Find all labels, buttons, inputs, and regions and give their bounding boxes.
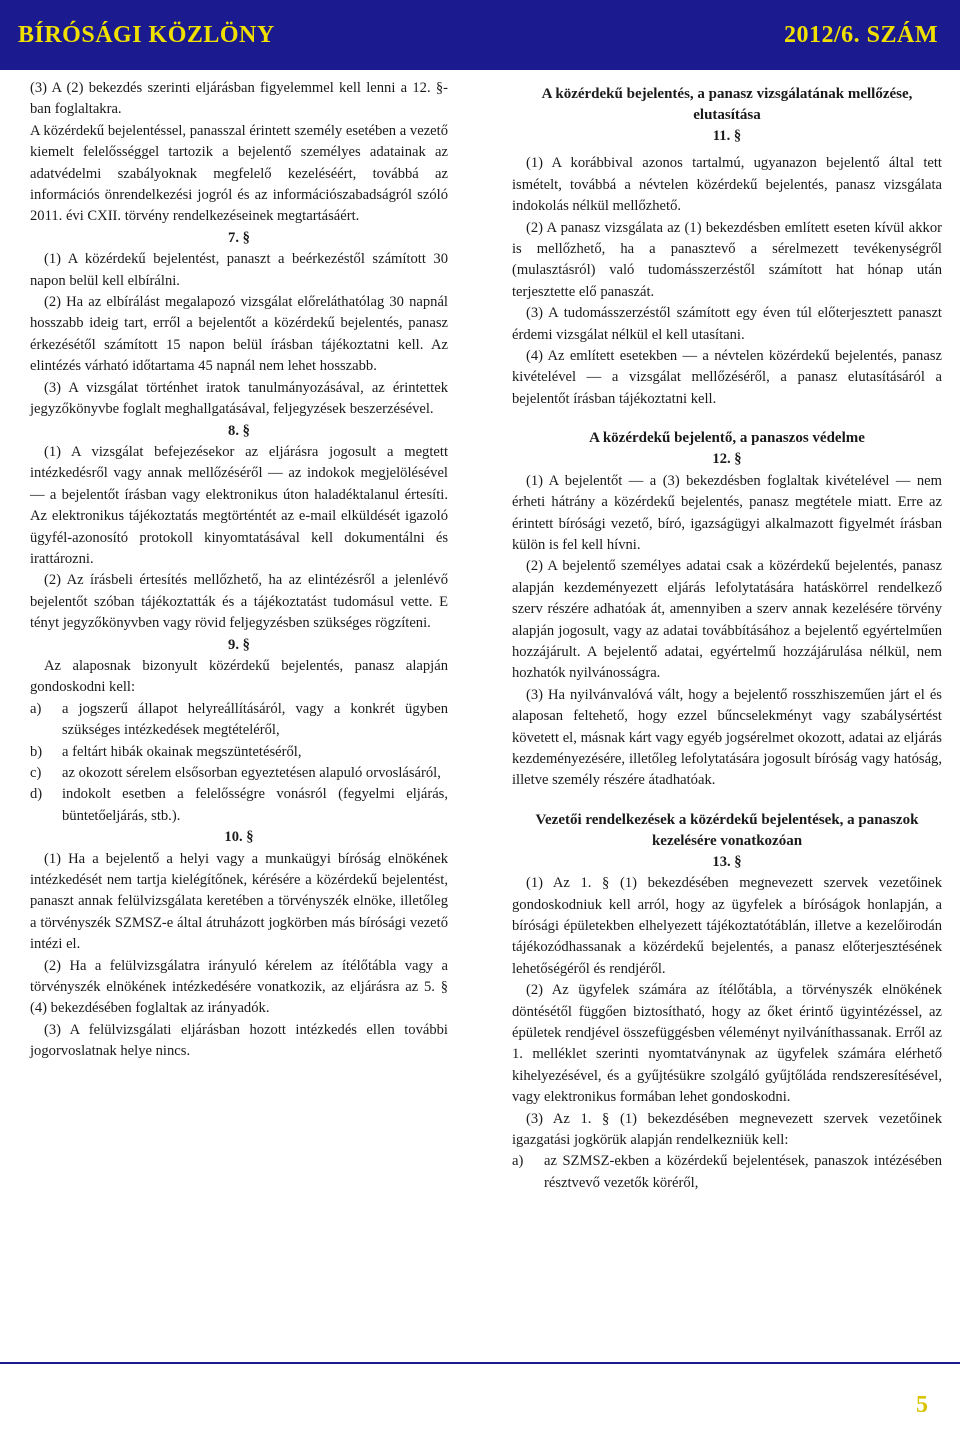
list-text: az SZMSZ-ekben a közérdekű bejelentések, panaszok intézésében résztvevő vezetők köréről, xyxy=(544,1153,942,1191)
right-column xyxy=(512,78,942,1194)
paragraph: (2) Az ügyfelek számára az ítélőtábla, a törvényszék elnökének döntésétől függően biztosítható, hogy az őket érintő ügyintézéssel, az épületek rendjével összefüggésben véleményt nyilváníthassanak. Erről az 1. melléklet szerinti nyomtatványnak az ügyfelek számára elérhető kihelyezésével, és a gyűjtésükre szolgáló gyűjtőláda rendszeresítésével, vagy elektronikus formában lehet gondoskodni. xyxy=(512,982,942,1106)
list-text: az okozott sérelem elsősorban egyeztetésen alapuló orvoslásáról, xyxy=(62,765,441,781)
section-heading: A közérdekű bejelentés, a panasz vizsgálatának mellőzése, elutasítása xyxy=(541,86,913,123)
list-label: d) xyxy=(30,786,43,803)
paragraph: (4) Az említett esetekben — a névtelen közérdekű bejelentés, panasz kivételével — a vizsgálat mellőzéséről, a panasz elutasításáról a bejelentőt írásban tájékoztatni kell. xyxy=(512,348,942,407)
paragraph: (2) A panasz vizsgálata az (1) bekezdésben említett eseten kívül akkor is mellőzhető, ha a panasztevő a sérelmezett tevékenységről (mulasztásról) való tudomásszerzéstől számított hat hónap után terjesztette elő panaszát. xyxy=(512,219,942,300)
paragraph: (1) A vizsgálat befejezésekor az eljárásra jogosult a megtett intézkedésről vagy annak mellőzéséről — az indokok megjelölésével — a bejelentőt írásban vagy elektronikus úton haladéktalanul értesíti. Az elektronikus tájékoztatás megtörténtét az e-mail elküldését igazoló ügyfél-azonosító protokoll kinyomtatásával kell dokumentálni és irattározni. xyxy=(30,443,448,567)
list-item xyxy=(30,784,448,827)
section-number: 11. § xyxy=(712,128,742,144)
list-item xyxy=(30,742,448,763)
publication-title: BÍRÓSÁGI KÖZLÖNY xyxy=(18,21,275,48)
paragraph: (3) Ha nyilvánvalóvá vált, hogy a bejelentő rosszhiszeműen járt el és alaposan feltehető, hogy ezzel bűncselekményt vagy szabálysértést követett el, másnak kárt vagy egyéb jogsérelmet okozott, adatai az eljárás kezdeményezésére, illetőleg lefolytatására jogosult bíróság vagy hatóság, illetve személy részére átadhatóak. xyxy=(512,686,942,789)
paragraph: (2) Az írásbeli értesítés mellőzhető, ha az elintézésről a jelenlévő bejelentőt szóban tájékoztatták és a tájékoztatást tudomásul vette. E tényt jegyzőkönyvben vagy rövid feljegyzésben szükséges rögzíteni. xyxy=(30,572,448,632)
list-label: a) xyxy=(30,700,42,717)
paragraph: Az alaposnak bizonyult közérdekű bejelentés, panasz alapján gondoskodni kell: xyxy=(30,657,448,696)
section-heading: Vezetői rendelkezések a közérdekű bejelentések, a panaszok kezelésére vonatkozóan xyxy=(535,811,919,849)
issue-number: 2012/6. SZÁM xyxy=(783,21,938,48)
paragraph: A közérdekű bejelentéssel, panasszal érintett személy esetében a vezető kiemelt felelősséggel tartozik a bejelentő személyes adatainak az adatvédelmi szabályoknak megfelelő kezeléséért, továbbá az információs önrendelkezési jogról és az információszabadságról szóló 2011. évi CXII. törvény rendelkezéseinek megtartásáért. xyxy=(30,122,448,225)
list-item xyxy=(30,699,448,742)
section-number: 8. § xyxy=(228,422,250,439)
section-number: 12. § xyxy=(712,451,742,468)
section-heading: A közérdekű bejelentő, a panaszos védelme xyxy=(589,430,865,447)
list-text: indokolt esetben a felelősségre vonásról (fegyelmi eljárás, büntetőeljárás, stb.). xyxy=(62,786,448,824)
paragraph: (3) A felülvizsgálati eljárásban hozott intézkedés ellen további jogorvoslatnak helye nincs. xyxy=(30,1021,448,1060)
paragraph: (3) A (2) bekezdés szerinti eljárásban figyelemmel kell lenni a 12. §-ban foglaltakra. xyxy=(30,80,448,118)
list-label: a) xyxy=(512,1153,524,1170)
paragraph: (1) Ha a bejelentő a helyi vagy a munkaügyi bíróság elnökének intézkedését nem tartja kielégítőnek, kérésére a közérdekű bejelentést, panaszt annak felülvizsgálata keretében a törvényszék elnöke, illetőleg a törvényszék SZMSZ-e által átruházott jogkörben más bírósági vezető intézi el. xyxy=(30,850,448,953)
paragraph: (3) A vizsgálat történhet iratok tanulmányozásával, az érintettek jegyzőkönyvbe foglalt meghallgatásával, feljegyzések beszerzésével. xyxy=(30,379,448,418)
paragraph: (1) A bejelentőt — a (3) bekezdésben foglaltak kivételével — nem érheti hátrány a közérdekű bejelentés, panasz megtétele miatt. Erre az érintett bírósági vezető, bíró, igazságügyi alkalmazott figyelmét írásban külön is fel kell hívni. xyxy=(512,472,942,553)
footer-divider xyxy=(0,1362,960,1364)
paragraph: (3) A tudomásszerzéstől számított egy éven túl előterjesztett panaszt érdemi vizsgálat nélkül el kell utasítani. xyxy=(512,305,942,343)
section-number: 10. § xyxy=(224,829,254,846)
list-label: c) xyxy=(30,765,42,781)
page-number: 5 xyxy=(916,1392,928,1418)
paragraph: (1) A korábbival azonos tartalmú, ugyanazon bejelentő által tett ismételt, továbbá a névtelen közérdekű bejelentés, panasz vizsgálata indokolás nélkül mellőzhető. xyxy=(512,155,942,215)
paragraph: (2) Ha az elbírálást megalapozó vizsgálat előreláthatólag 30 napnál hosszabb ideig tart, erről a bejelentőt a közérdekű bejelentés, panasz érkezésétől számított 15 napon belül írásban tájékoztatni kell. Az elintézés várható időtartama 45 napnál nem lehet hosszabb. xyxy=(30,294,448,375)
section-number: 9. § xyxy=(228,636,250,653)
page-header xyxy=(0,0,960,70)
section-number: 13. § xyxy=(712,853,742,870)
left-column xyxy=(30,78,448,1063)
list-text: a feltárt hibák okainak megszüntetéséről, xyxy=(62,743,302,760)
list-item xyxy=(30,763,448,784)
paragraph: (1) Az 1. § (1) bekezdésében megnevezett szervek vezetőinek gondoskodniuk kell arról, hogy az ügyfelek a bíróságok honlapján, a bírósági épületekben elhelyezett tájékoztatótáblán, illetve a kezelőirodán tájékozódhassanak a közérdekű bejelentés, a panasz előterjesztésének lehetőségéről és rendjéről. xyxy=(512,875,942,977)
list-item xyxy=(512,1151,942,1194)
list-label: b) xyxy=(30,743,43,760)
paragraph: (2) Ha a felülvizsgálatra irányuló kérelem az ítélőtábla vagy a törvényszék elnökének intézkedésére vonatkozik, az eljárásra az 5. § (4) bekezdésében foglaltak az irányadók. xyxy=(30,957,448,1017)
paragraph: (2) A bejelentő személyes adatai csak a közérdekű bejelentés, panasz alapján kezdeményezett eljárás lefolytatására hatáskörrel rendelkező szerv részére adhatóak át, amennyiben a szerv annak kezelésére törvény alapján jogosult, vagy az adatai továbbításához a bejelentő egyértelműen hozzájárult. A bejelentő adatai, egyértelmű hozzájárulása nélkül, nem hozhatók nyilvánosságra. xyxy=(512,558,942,682)
list-text: a jogszerű állapot helyreállításáról, vagy a konkrét ügyben szükséges intézkedések megtételéről, xyxy=(62,700,448,739)
section-number: 7. § xyxy=(228,229,250,246)
paragraph: (3) Az 1. § (1) bekezdésében megnevezett szervek vezetőinek igazgatási jogkörük alapján rendelkezniük kell: xyxy=(512,1110,942,1149)
paragraph: (1) A közérdekű bejelentést, panaszt a beérkezéstől számított 30 napon belül kell elbírálni. xyxy=(30,251,448,289)
